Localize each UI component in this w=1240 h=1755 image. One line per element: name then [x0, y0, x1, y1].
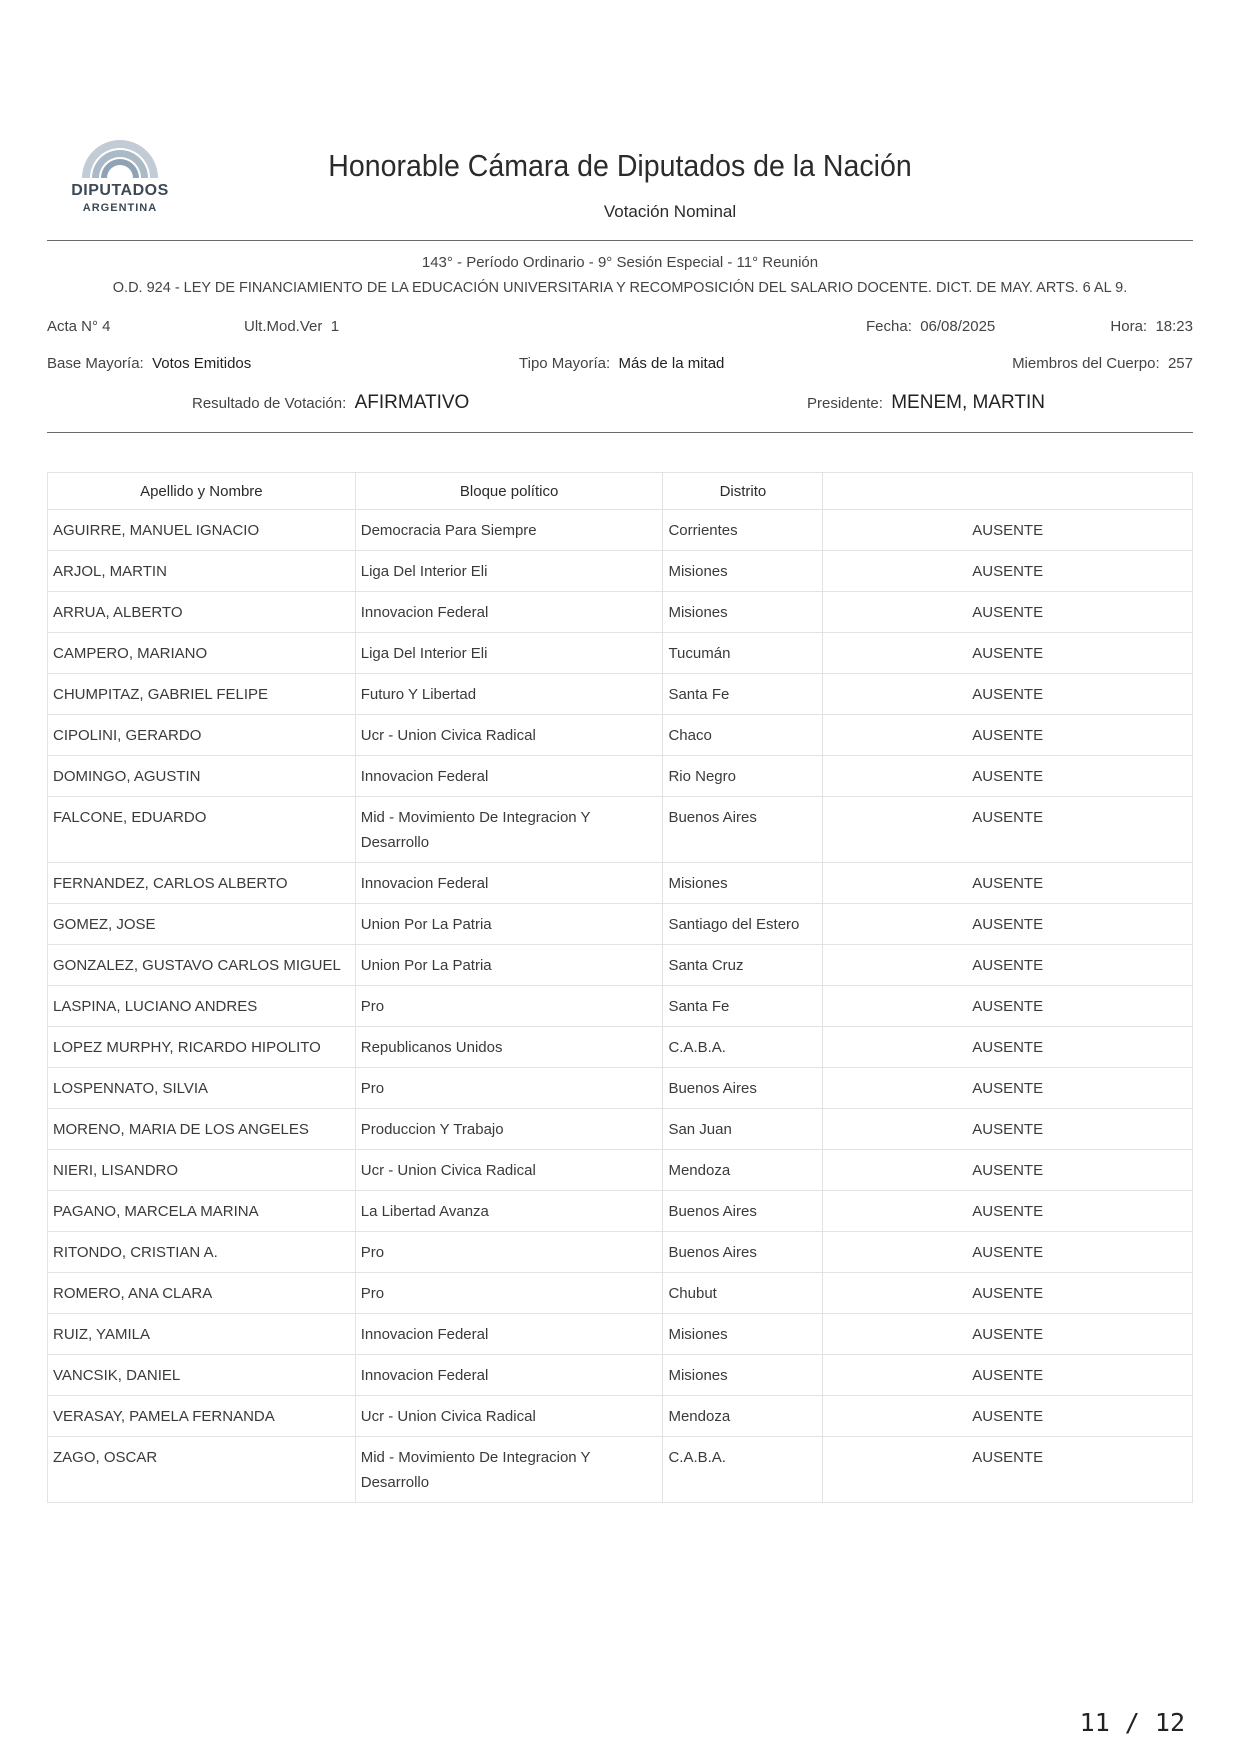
- page-subtitle: Votación Nominal: [603, 202, 737, 221]
- cell-name: DOMINGO, AGUSTIN: [48, 756, 356, 797]
- fecha: [866, 318, 995, 335]
- cell-bloque: Innovacion Federal: [355, 592, 663, 633]
- table-row: [48, 674, 1193, 715]
- cell-vote: AUSENTE: [823, 1150, 1193, 1191]
- table-header-row: [48, 473, 1193, 510]
- cell-vote: AUSENTE: [823, 551, 1193, 592]
- cell-distrito: San Juan: [663, 1109, 823, 1150]
- table-row: [48, 904, 1193, 945]
- cell-vote: AUSENTE: [823, 674, 1193, 715]
- cell-distrito: Buenos Aires: [663, 1191, 823, 1232]
- table-row: [48, 1150, 1193, 1191]
- cell-name: GONZALEZ, GUSTAVO CARLOS MIGUEL: [48, 945, 356, 986]
- cell-distrito: Misiones: [663, 592, 823, 633]
- cell-name: VERASAY, PAMELA FERNANDA: [48, 1396, 356, 1437]
- presidente-label: Presidente:: [807, 395, 883, 412]
- cell-bloque: Pro: [355, 1068, 663, 1109]
- cell-vote: AUSENTE: [823, 1068, 1193, 1109]
- table-row: [48, 1191, 1193, 1232]
- cell-bloque: Union Por La Patria: [355, 945, 663, 986]
- cell-name: LOPEZ MURPHY, RICARDO HIPOLITO: [48, 1027, 356, 1068]
- cell-distrito: Misiones: [663, 551, 823, 592]
- table-row: [48, 715, 1193, 756]
- table-row: [48, 1027, 1193, 1068]
- cell-distrito: Chubut: [663, 1273, 823, 1314]
- cell-distrito: Chaco: [663, 715, 823, 756]
- cell-distrito: C.A.B.A.: [663, 1437, 823, 1503]
- cell-vote: AUSENTE: [823, 756, 1193, 797]
- law-description: O.D. 924 - LEY DE FINANCIAMIENTO DE LA EDUCACIÓN UNIVERSITARIA Y RECOMPOSICIÓN DEL SALARIO DOCENTE. DICT. DE MAY. ARTS. 6 AL 9.: [112, 280, 1128, 296]
- tipo-mayoria-value: Más de la mitad: [618, 355, 725, 372]
- fecha-value: 06/08/2025: [920, 318, 996, 335]
- table-row: [48, 510, 1193, 551]
- cell-name: FALCONE, EDUARDO: [48, 797, 356, 863]
- table-row: [48, 1232, 1193, 1273]
- cell-bloque: Ucr - Union Civica Radical: [355, 1396, 663, 1437]
- cell-bloque: Futuro Y Libertad: [355, 674, 663, 715]
- cell-bloque: Liga Del Interior Eli: [355, 633, 663, 674]
- votes-table-body: [48, 510, 1193, 1503]
- table-row: [48, 1273, 1193, 1314]
- cell-vote: AUSENTE: [823, 715, 1193, 756]
- ult-mod-ver: [244, 318, 339, 335]
- hora-value: 18:23: [1155, 318, 1193, 335]
- cell-name: LASPINA, LUCIANO ANDRES: [48, 986, 356, 1027]
- base-mayoria-value: Votos Emitidos: [152, 355, 252, 372]
- cell-bloque: Union Por La Patria: [355, 904, 663, 945]
- cell-bloque: Innovacion Federal: [355, 1314, 663, 1355]
- table-row: [48, 797, 1193, 863]
- cell-bloque: La Libertad Avanza: [355, 1191, 663, 1232]
- tipo-mayoria: [519, 355, 724, 372]
- table-row: [48, 986, 1193, 1027]
- cell-bloque: Republicanos Unidos: [355, 1027, 663, 1068]
- meta-divider: [47, 432, 1193, 433]
- cell-distrito: Santa Fe: [663, 674, 823, 715]
- table-row: [48, 945, 1193, 986]
- cell-distrito: Mendoza: [663, 1150, 823, 1191]
- cell-bloque: Pro: [355, 1273, 663, 1314]
- cell-distrito: Santa Fe: [663, 986, 823, 1027]
- page-title: Honorable Cámara de Diputados de la Nación: [328, 148, 912, 183]
- cell-vote: AUSENTE: [823, 986, 1193, 1027]
- cell-name: NIERI, LISANDRO: [48, 1150, 356, 1191]
- miembros-label: Miembros del Cuerpo:: [1012, 355, 1160, 372]
- cell-name: ZAGO, OSCAR: [48, 1437, 356, 1503]
- cell-distrito: Mendoza: [663, 1396, 823, 1437]
- table-row: [48, 1314, 1193, 1355]
- cell-name: VANCSIK, DANIEL: [48, 1355, 356, 1396]
- cell-distrito: Santiago del Estero: [663, 904, 823, 945]
- cell-distrito: Misiones: [663, 1355, 823, 1396]
- cell-distrito: Tucumán: [663, 633, 823, 674]
- table-row: [48, 1396, 1193, 1437]
- cell-name: LOSPENNATO, SILVIA: [48, 1068, 356, 1109]
- table-row: [48, 1068, 1193, 1109]
- cell-bloque: Ucr - Union Civica Radical: [355, 1150, 663, 1191]
- cell-vote: AUSENTE: [823, 633, 1193, 674]
- cell-bloque: Pro: [355, 986, 663, 1027]
- ult-mod-value: 1: [330, 318, 340, 335]
- presidente: [807, 392, 1045, 414]
- table-row: [48, 1109, 1193, 1150]
- table-row: [48, 592, 1193, 633]
- resultado-label: Resultado de Votación:: [192, 395, 347, 412]
- session-info: 143° - Período Ordinario - 9° Sesión Especial - 11° Reunión: [421, 254, 819, 271]
- cell-name: CIPOLINI, GERARDO: [48, 715, 356, 756]
- cell-bloque: Mid - Movimiento De Integracion Y Desarrollo: [355, 797, 663, 863]
- cell-distrito: Rio Negro: [663, 756, 823, 797]
- cell-bloque: Pro: [355, 1232, 663, 1273]
- cell-vote: AUSENTE: [823, 1437, 1193, 1503]
- column-header-name: Apellido y Nombre: [48, 473, 356, 510]
- cell-name: ROMERO, ANA CLARA: [48, 1273, 356, 1314]
- tipo-mayoria-label: Tipo Mayoría:: [519, 355, 611, 372]
- ult-mod-label: Ult.Mod.Ver: [244, 318, 323, 335]
- cell-bloque: Produccion Y Trabajo: [355, 1109, 663, 1150]
- table-row: [48, 1355, 1193, 1396]
- cell-bloque: Innovacion Federal: [355, 1355, 663, 1396]
- cell-vote: AUSENTE: [823, 1109, 1193, 1150]
- cell-bloque: Mid - Movimiento De Integracion Y Desarrollo: [355, 1437, 663, 1503]
- cell-name: MORENO, MARIA DE LOS ANGELES: [48, 1109, 356, 1150]
- cell-name: ARJOL, MARTIN: [48, 551, 356, 592]
- cell-vote: AUSENTE: [823, 510, 1193, 551]
- cell-vote: AUSENTE: [823, 1232, 1193, 1273]
- miembros-del-cuerpo: [1012, 355, 1193, 372]
- votes-table: [47, 472, 1193, 1503]
- cell-name: ARRUA, ALBERTO: [48, 592, 356, 633]
- table-row: [48, 551, 1193, 592]
- cell-vote: AUSENTE: [823, 797, 1193, 863]
- cell-distrito: C.A.B.A.: [663, 1027, 823, 1068]
- cell-name: FERNANDEZ, CARLOS ALBERTO: [48, 863, 356, 904]
- header-divider: [47, 240, 1193, 241]
- presidente-value: MENEM, MARTIN: [891, 392, 1045, 413]
- cell-name: CAMPERO, MARIANO: [48, 633, 356, 674]
- cell-vote: AUSENTE: [823, 904, 1193, 945]
- cell-vote: AUSENTE: [823, 1396, 1193, 1437]
- cell-vote: AUSENTE: [823, 1273, 1193, 1314]
- cell-distrito: Misiones: [663, 863, 823, 904]
- table-row: [48, 633, 1193, 674]
- cell-name: RITONDO, CRISTIAN A.: [48, 1232, 356, 1273]
- cell-distrito: Misiones: [663, 1314, 823, 1355]
- cell-name: GOMEZ, JOSE: [48, 904, 356, 945]
- resultado-votacion: [192, 392, 469, 414]
- cell-distrito: Santa Cruz: [663, 945, 823, 986]
- cell-name: PAGANO, MARCELA MARINA: [48, 1191, 356, 1232]
- cell-name: RUIZ, YAMILA: [48, 1314, 356, 1355]
- base-mayoria: [47, 355, 251, 372]
- logo-text-diputados: DIPUTADOS: [71, 182, 169, 199]
- cell-vote: AUSENTE: [823, 863, 1193, 904]
- cell-name: AGUIRRE, MANUEL IGNACIO: [48, 510, 356, 551]
- cell-vote: AUSENTE: [823, 1191, 1193, 1232]
- fecha-label: Fecha:: [866, 318, 912, 335]
- hora: [1110, 318, 1193, 335]
- logo-text-argentina: ARGENTINA: [82, 202, 158, 214]
- base-mayoria-label: Base Mayoría:: [47, 355, 144, 372]
- cell-bloque: Democracia Para Siempre: [355, 510, 663, 551]
- cell-vote: AUSENTE: [823, 1314, 1193, 1355]
- hora-label: Hora:: [1110, 318, 1148, 335]
- miembros-value: 257: [1167, 355, 1193, 372]
- page-indicator: 11 / 12: [1079, 1708, 1185, 1737]
- column-header-distrito: Distrito: [663, 473, 823, 510]
- cell-vote: AUSENTE: [823, 1355, 1193, 1396]
- cell-vote: AUSENTE: [823, 592, 1193, 633]
- column-header-bloque: Bloque político: [355, 473, 663, 510]
- column-header-vote: [823, 473, 1193, 510]
- cell-vote: AUSENTE: [823, 945, 1193, 986]
- acta-number: Acta N° 4: [47, 318, 111, 335]
- cell-distrito: Buenos Aires: [663, 797, 823, 863]
- cell-distrito: Buenos Aires: [663, 1232, 823, 1273]
- table-row: [48, 863, 1193, 904]
- cell-bloque: Ucr - Union Civica Radical: [355, 715, 663, 756]
- table-row: [48, 756, 1193, 797]
- resultado-value: AFIRMATIVO: [354, 392, 470, 413]
- cell-bloque: Innovacion Federal: [355, 756, 663, 797]
- cell-bloque: Liga Del Interior Eli: [355, 551, 663, 592]
- cell-vote: AUSENTE: [823, 1027, 1193, 1068]
- cell-bloque: Innovacion Federal: [355, 863, 663, 904]
- cell-name: CHUMPITAZ, GABRIEL FELIPE: [48, 674, 356, 715]
- cell-distrito: Buenos Aires: [663, 1068, 823, 1109]
- table-row: [48, 1437, 1193, 1503]
- cell-distrito: Corrientes: [663, 510, 823, 551]
